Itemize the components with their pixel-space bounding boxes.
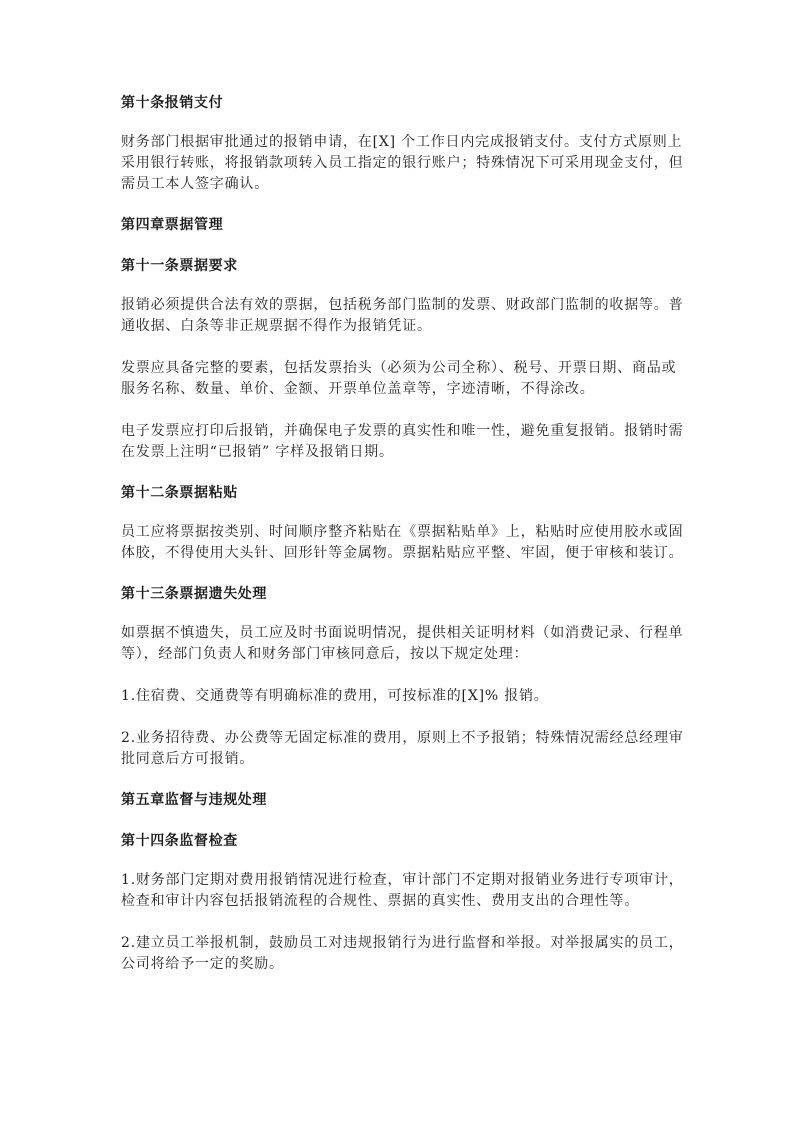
chapter-4-heading: 第四章票据管理	[121, 217, 224, 233]
article-11-paragraph-1: 报销必须提供合法有效的票据，包括税务部门监制的发票、财政部门监制的收据等。普通收据、白条等非正规票据不得作为报销凭证。	[121, 297, 684, 334]
article-14-item-2: 2.建立员工举报机制，鼓励员工对违规报销行为进行监督和举报。对举报属实的员工，公司将给予一定的奖励。	[121, 935, 684, 972]
article-12-paragraph: 员工应将票据按类别、时间顺序整齐粘贴在《票据粘贴单》上，粘贴时应使用胶水或固体胶，不得使用大头针、回形针等金属物。票据粘贴应平整、牢固，便于审核和装订。	[121, 524, 684, 561]
article-10-paragraph: 财务部门根据审批通过的报销申请，在[X] 个工作日内完成报销支付。支付方式原则上采用银行转账，将报销款项转入员工指定的银行账户；特殊情况下可采用现金支付，但需员工本人签字确认。	[121, 134, 684, 192]
article-13-heading: 第十三条票据遗失处理	[121, 586, 267, 602]
chapter-5-heading: 第五章监督与违规处理	[121, 792, 267, 808]
article-14-item-1: 1.财务部门定期对费用报销情况进行检查，审计部门不定期对报销业务进行专项审计，检查和审计内容包括报销流程的合规性、票据的真实性、费用支出的合理性等。	[121, 872, 684, 909]
article-14-heading: 第十四条监督检查	[121, 833, 238, 849]
article-11-paragraph-3: 电子发票应打印后报销，并确保电子发票的真实性和唯一性，避免重复报销。报销时需在发票上注明“已报销” 字样及报销日期。	[121, 423, 684, 460]
article-12-heading: 第十二条票据粘贴	[121, 485, 238, 501]
article-13-item-1: 1.住宿费、交通费等有明确标准的费用，可按标准的[X]% 报销。	[121, 688, 549, 704]
article-13-paragraph: 如票据不慎遗失，员工应及时书面说明情况，提供相关证明材料（如消费记录、行程单等），经部门负责人和财务部门审核同意后，按以下规定处理：	[121, 625, 684, 662]
article-11-heading: 第十一条票据要求	[121, 258, 238, 274]
article-13-item-2: 2.业务招待费、办公费等无固定标准的费用，原则上不予报销；特殊情况需经总经理审批同意后方可报销。	[121, 730, 684, 767]
article-11-paragraph-2: 发票应具备完整的要素，包括发票抬头（必须为公司全称）、税号、开票日期、商品或服务名称、数量、单价、金额、开票单位盖章等，字迹清晰，不得涂改。	[121, 360, 677, 397]
document-page	[121, 92, 687, 975]
article-10-heading: 第十条报销支付	[121, 95, 224, 111]
